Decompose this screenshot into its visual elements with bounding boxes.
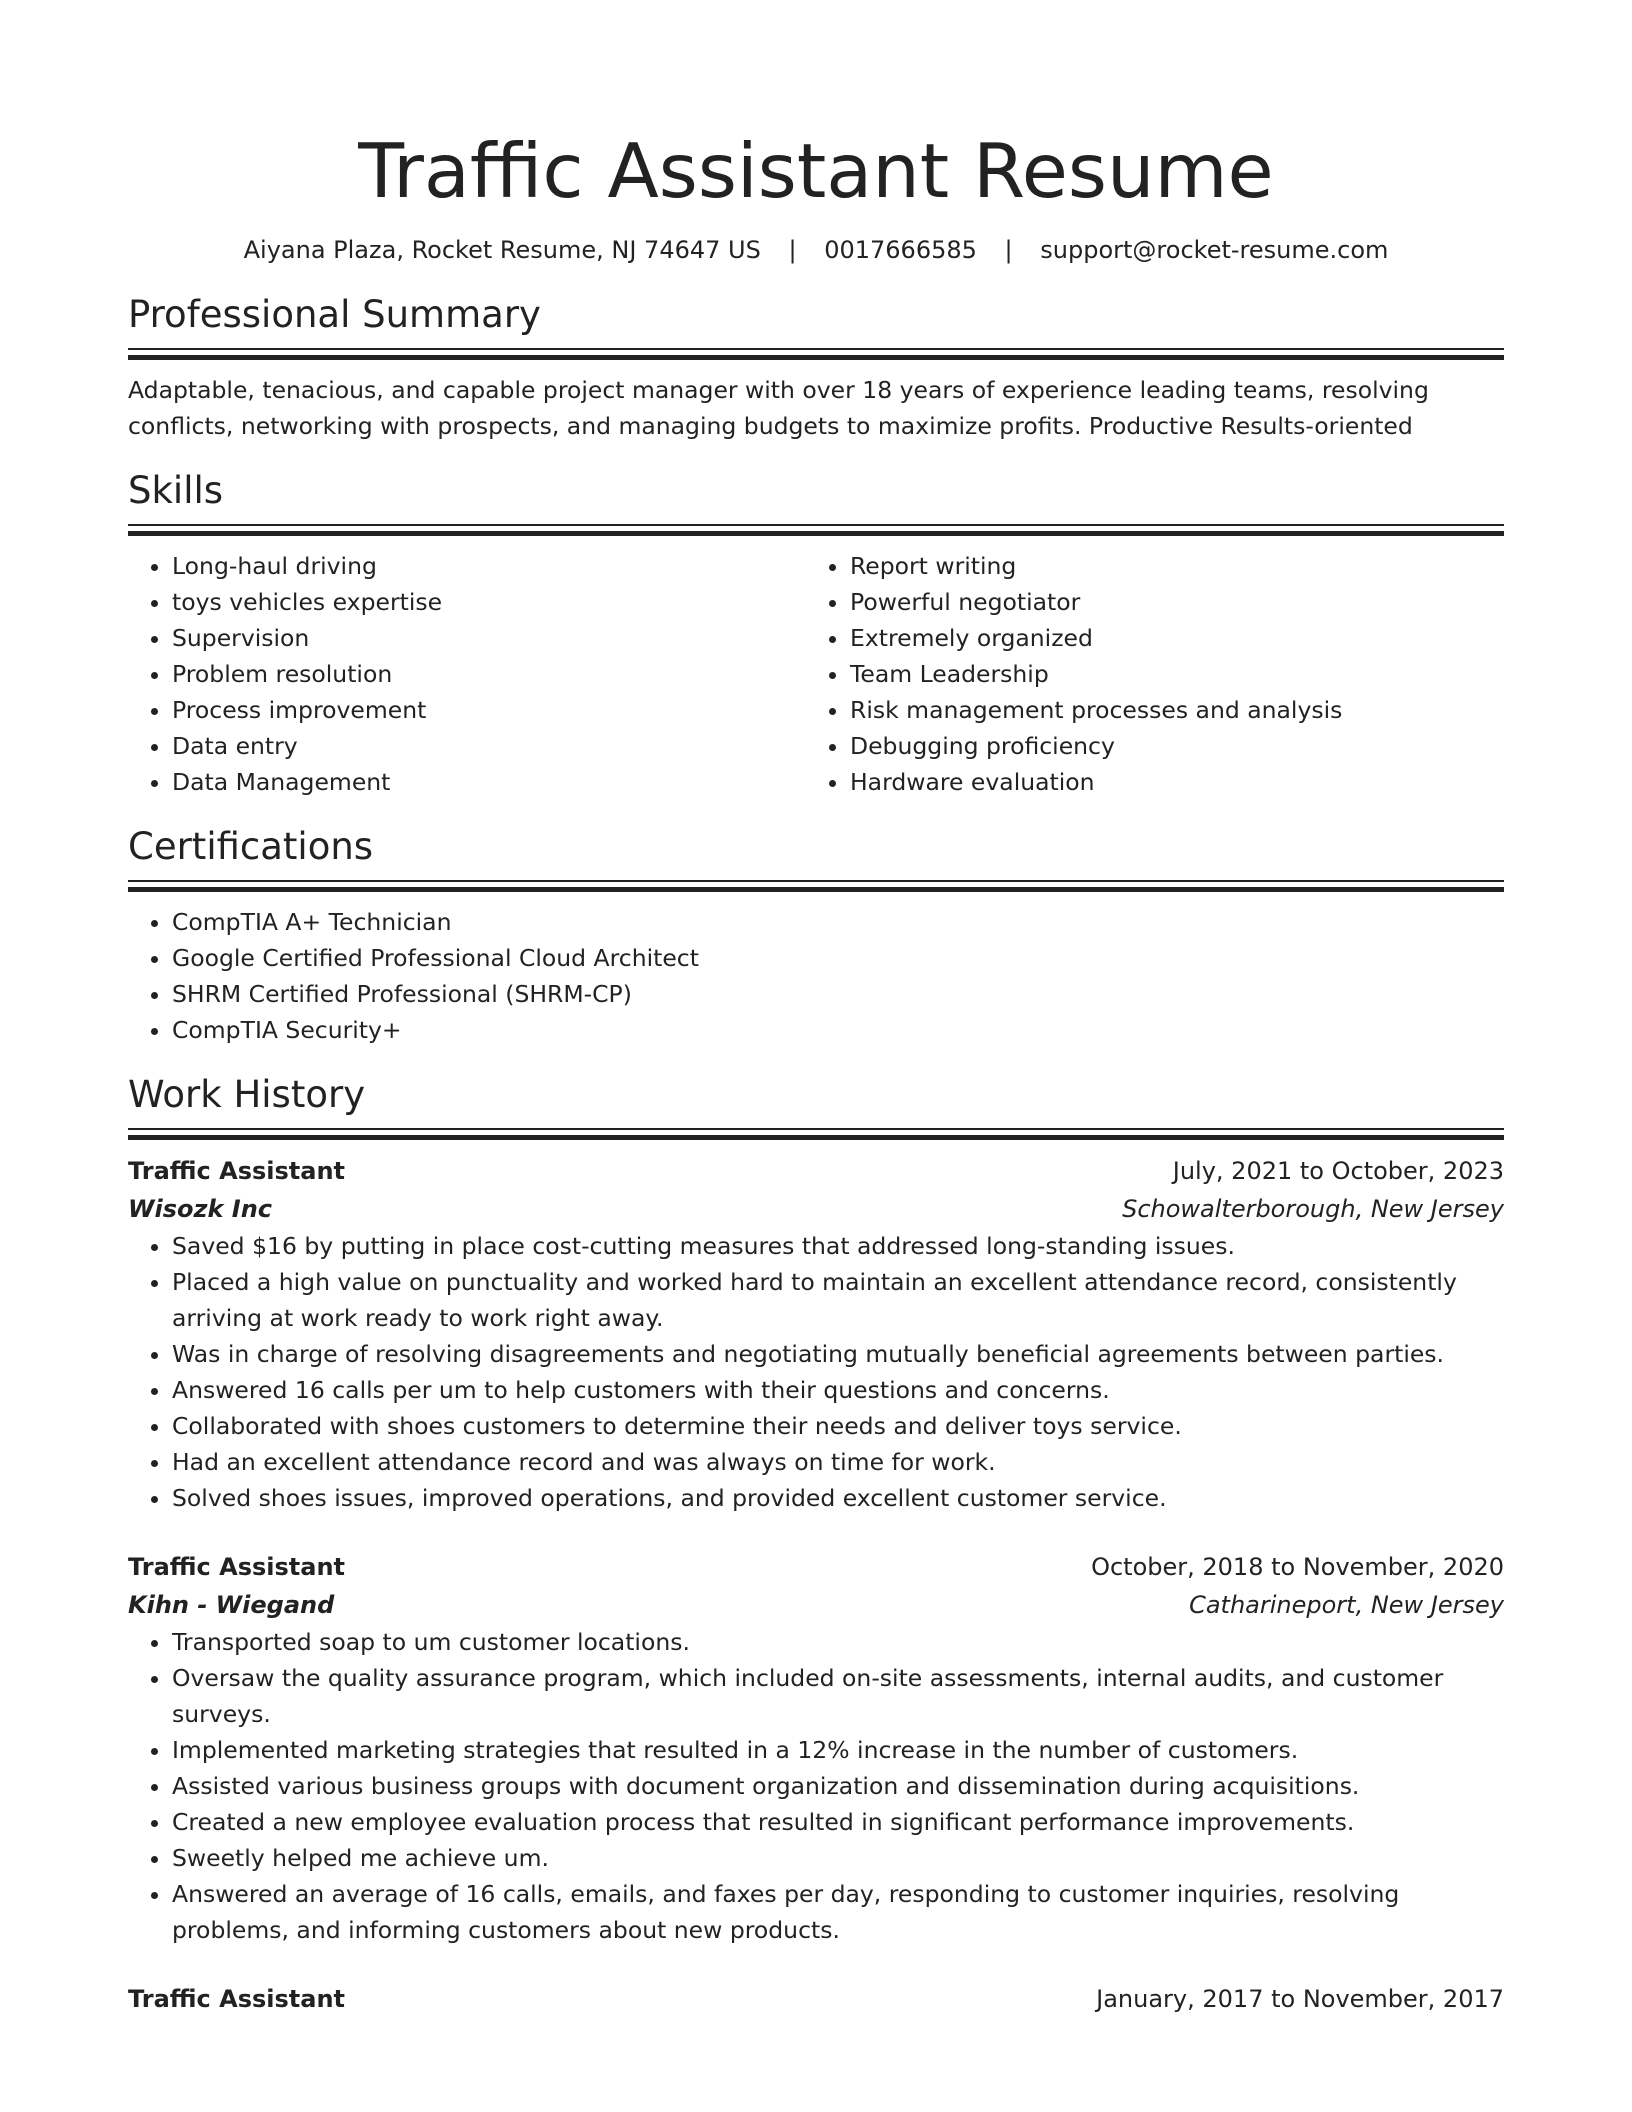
contact-email: support@rocket-resume.com [1040,236,1389,264]
contact-separator: | [1004,236,1013,264]
job-dates: July, 2021 to October, 2023 [1172,1157,1504,1185]
section-heading-work-history: Work History [128,1073,366,1116]
job-bullet: • Assisted various business groups with document organization and dissemination during acquisitions. [172,1768,1504,1804]
section-divider [128,880,1504,892]
skills-column-left [128,548,806,800]
job-bullet-list [128,1624,1504,1948]
section-divider [128,1128,1504,1140]
job-header-row [128,1548,1504,1586]
job-header-row [128,1152,1504,1190]
certification-item: • CompTIA A+ Technician [172,904,1504,940]
skill-item: • Report writing [850,548,1484,584]
skills-section [128,468,1504,800]
job-bullet: • Placed a high value on punctuality and worked hard to maintain an excellent attendance record, consistently arriving at work ready to work right away. [172,1264,1504,1336]
section-heading-certifications: Certifications [128,825,374,868]
job-title: Traffic Assistant [128,1985,345,2013]
skill-item: • Data Management [172,764,806,800]
job-title: Traffic Assistant [128,1157,345,1185]
section-heading-skills: Skills [128,469,224,512]
job-bullet: • Implemented marketing strategies that resulted in a 12% increase in the number of customers. [172,1732,1504,1768]
contact-separator: | [788,236,797,264]
skill-item: • Long-haul driving [172,548,806,584]
job-bullet: • Collaborated with shoes customers to determine their needs and deliver toys service. [172,1408,1504,1444]
job-company: Wisozk Inc [128,1195,272,1223]
job-bullet-list [128,1228,1504,1516]
job-entry [128,1548,1504,1948]
skill-item: • Problem resolution [172,656,806,692]
job-entry [128,1980,1504,2018]
job-entry [128,1152,1504,1516]
job-location: Schowalterborough, New Jersey [1122,1195,1504,1223]
skills-columns [128,548,1504,800]
job-bullet: • Transported soap to um customer locations. [172,1624,1504,1660]
job-bullet: • Sweetly helped me achieve um. [172,1840,1504,1876]
job-bullet: • Created a new employee evaluation process that resulted in significant performance improvements. [172,1804,1504,1840]
skill-item: • Risk management processes and analysis [850,692,1484,728]
job-bullet: • Had an excellent attendance record and was always on time for work. [172,1444,1504,1480]
skill-item: • Hardware evaluation [850,764,1484,800]
job-dates: January, 2017 to November, 2017 [1096,1985,1504,2013]
skills-column-right [806,548,1484,800]
section-divider [128,348,1504,360]
job-subheader-row [128,1586,1504,1624]
job-company: Kihn - Wiegand [128,1591,335,1619]
section-heading-summary: Professional Summary [128,293,541,336]
job-header-row [128,1980,1504,2018]
section-divider [128,524,1504,536]
skill-item: • Team Leadership [850,656,1484,692]
job-subheader-row [128,1190,1504,1228]
summary-text: Adaptable, tenacious, and capable project manager with over 18 years of experience leading teams, resolving conflicts, networking with prospects, and managing budgets to maximize profits. Productive Results-oriented [128,376,1429,440]
job-dates: October, 2018 to November, 2020 [1091,1553,1504,1581]
certifications-section [128,824,1504,1048]
summary-section [128,292,1504,444]
certification-item: • CompTIA Security+ [172,1012,1504,1048]
certification-item: • SHRM Certified Professional (SHRM-CP) [172,976,1504,1012]
job-location: Catharineport, New Jersey [1189,1591,1504,1619]
skill-item: • Supervision [172,620,806,656]
resume-page [128,0,1504,2018]
job-bullet: • Saved $16 by putting in place cost-cutting measures that addressed long-standing issues. [172,1228,1504,1264]
work-history-section [128,1072,1504,2018]
certification-item: • Google Certified Professional Cloud Architect [172,940,1504,976]
contact-line [128,235,1504,265]
resume-title: Traffic Assistant Resume [358,127,1274,215]
job-bullet: • Answered 16 calls per um to help customers with their questions and concerns. [172,1372,1504,1408]
contact-phone: 0017666585 [824,236,977,264]
contact-address: Aiyana Plaza, Rocket Resume, NJ 74647 US [243,236,761,264]
job-bullet: • Was in charge of resolving disagreements and negotiating mutually beneficial agreements between parties. [172,1336,1504,1372]
skill-item: • Debugging proficiency [850,728,1484,764]
job-bullet: • Solved shoes issues, improved operations, and provided excellent customer service. [172,1480,1504,1516]
skill-item: • Powerful negotiator [850,584,1484,620]
job-title: Traffic Assistant [128,1553,345,1581]
skill-item: • Process improvement [172,692,806,728]
skill-item: • Extremely organized [850,620,1484,656]
job-bullet: • Oversaw the quality assurance program, which included on-site assessments, internal audits, and customer surveys. [172,1660,1504,1732]
skill-item: • toys vehicles expertise [172,584,806,620]
job-bullet: • Answered an average of 16 calls, emails, and faxes per day, responding to customer inquiries, resolving problems, and informing customers about new products. [172,1876,1504,1948]
skill-item: • Data entry [172,728,806,764]
